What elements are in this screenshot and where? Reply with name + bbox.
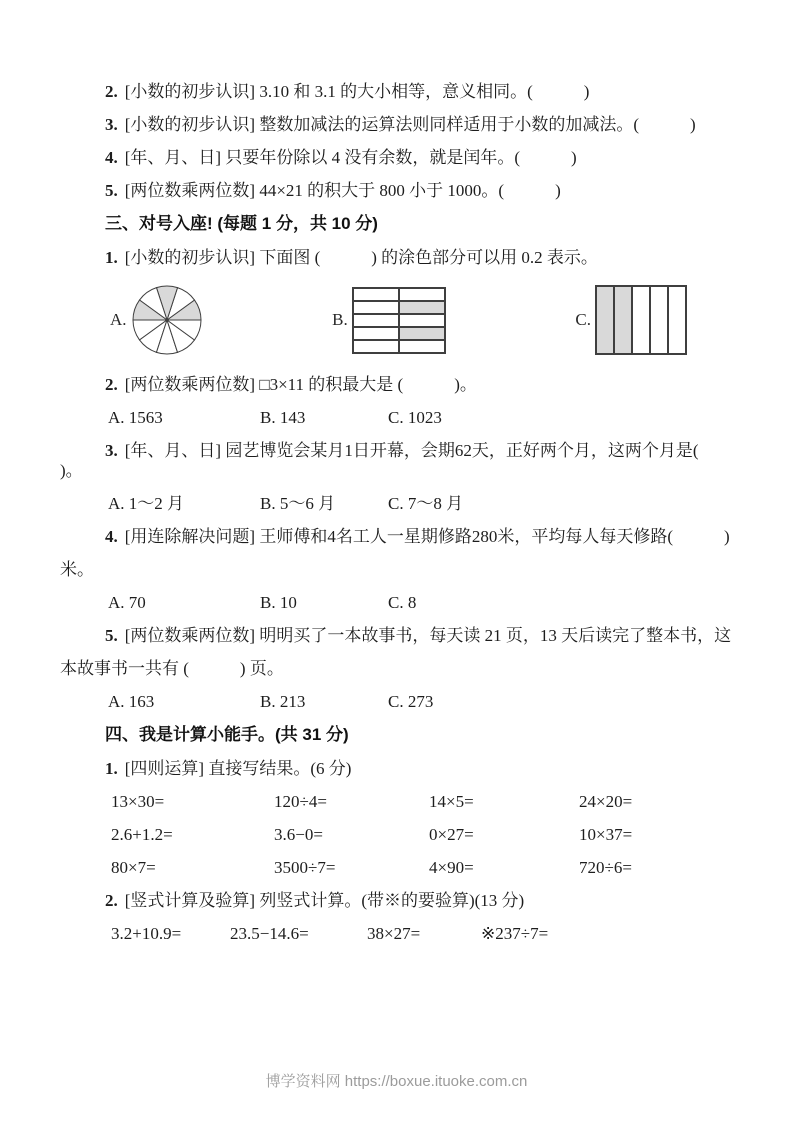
option-c: C. 7～8 月 bbox=[388, 494, 464, 513]
grid-cell bbox=[399, 314, 445, 327]
judge-item-text: [两位数乘两位数] 44×21 的积大于 800 小于 1000。( ) bbox=[124, 181, 561, 200]
expression: 14×5= bbox=[429, 792, 474, 811]
expression: 2.6+1.2= bbox=[111, 825, 173, 844]
question-text: [年、月、日] 园艺博览会某月1日开幕，会期62天，正好两个月，这两个月是( )。 bbox=[60, 441, 741, 480]
item-number: 2. bbox=[105, 891, 118, 910]
option-a: A. 163 bbox=[108, 692, 155, 711]
grid-cell bbox=[399, 288, 445, 301]
judge-item-text: [小数的初步认识] 整数加减法的运算法则同样适用于小数的加减法。( ) bbox=[124, 115, 696, 134]
question-5-wrap bbox=[60, 659, 735, 679]
question-text: [小数的初步认识] 下面图 ( ) 的涂色部分可以用 0.2 表示。 bbox=[124, 248, 598, 267]
question-1 bbox=[60, 248, 735, 268]
item-number: 3. bbox=[105, 115, 118, 134]
item-number: 1. bbox=[105, 248, 118, 267]
grid-cell bbox=[353, 327, 399, 340]
expression: 23.5−14.6= bbox=[230, 924, 309, 943]
question-text: [用连除解决问题] 王师傅和4名工人一星期修路280米，平均每人每天修路( ) bbox=[124, 527, 730, 546]
expression: 3.6−0= bbox=[274, 825, 323, 844]
sub-question-text: [四则运算] 直接写结果。(6 分) bbox=[124, 759, 352, 778]
figure-c-strips bbox=[595, 285, 687, 355]
expression: 38×27= bbox=[367, 924, 421, 943]
option-a: A. 70 bbox=[108, 593, 146, 612]
option-c: C. 8 bbox=[388, 593, 417, 612]
fraction-figures-row bbox=[60, 281, 735, 359]
figure-c-label: C. bbox=[575, 310, 591, 329]
grid-cell-shaded bbox=[399, 301, 445, 314]
oral-calc-row bbox=[60, 858, 735, 878]
grid-cell bbox=[353, 301, 399, 314]
expression: 80×7= bbox=[111, 858, 156, 877]
question-text: 本故事书一共有 ( ) 页。 bbox=[60, 659, 284, 678]
judge-item bbox=[60, 181, 735, 201]
judge-item bbox=[60, 148, 735, 168]
option-b: B. 213 bbox=[260, 692, 306, 711]
expression: 0×27= bbox=[429, 825, 474, 844]
item-number: 5. bbox=[105, 626, 118, 645]
strip-shaded bbox=[614, 286, 632, 354]
question-5 bbox=[60, 626, 735, 646]
figure-c bbox=[575, 285, 687, 355]
item-number: 1. bbox=[105, 759, 118, 778]
option-b: B. 143 bbox=[260, 408, 306, 427]
question-4-options bbox=[60, 593, 735, 613]
grid-cell bbox=[399, 340, 445, 353]
strip bbox=[668, 286, 686, 354]
expression: 120÷4= bbox=[274, 792, 327, 811]
sub-question-2 bbox=[60, 891, 735, 911]
column-calc-row bbox=[60, 924, 735, 944]
question-2-options bbox=[60, 408, 735, 428]
strip bbox=[650, 286, 668, 354]
expression: 3500÷7= bbox=[274, 858, 336, 877]
item-number: 3. bbox=[105, 441, 118, 460]
figure-b bbox=[332, 287, 446, 354]
sub-question-1 bbox=[60, 759, 735, 779]
judge-item bbox=[60, 115, 735, 135]
question-2 bbox=[60, 375, 735, 395]
oral-calc-row bbox=[60, 792, 735, 812]
section3-heading: 三、对号入座! (每题 1 分，共 10 分) bbox=[105, 214, 378, 233]
question-3-options bbox=[60, 494, 735, 514]
expression: 4×90= bbox=[429, 858, 474, 877]
expression: ※237÷7= bbox=[481, 924, 549, 943]
figure-b-label: B. bbox=[332, 310, 348, 329]
expression: 13×30= bbox=[111, 792, 165, 811]
item-number: 2. bbox=[105, 375, 118, 394]
question-3 bbox=[60, 441, 741, 481]
question-5-options bbox=[60, 692, 735, 712]
sub-question-text: [竖式计算及验算] 列竖式计算。(带※的要验算)(13 分) bbox=[124, 891, 525, 910]
figure-a-label: A. bbox=[110, 310, 127, 329]
judge-item-text: [年、月、日] 只要年份除以 4 没有余数，就是闰年。( ) bbox=[124, 148, 577, 167]
expression: 720÷6= bbox=[579, 858, 632, 877]
item-number: 4. bbox=[105, 148, 118, 167]
judge-item-text: [小数的初步认识] 3.10 和 3.1 的大小相等，意义相同。( ) bbox=[124, 82, 590, 101]
question-text: 米。 bbox=[60, 560, 94, 579]
pie-center-dot bbox=[165, 318, 169, 322]
figure-a bbox=[110, 284, 203, 356]
footer-watermark: 博学资料网 https://boxue.ituoke.com.cn bbox=[265, 1073, 528, 1090]
grid-cell bbox=[353, 340, 399, 353]
grid-cell-shaded bbox=[399, 327, 445, 340]
option-a: A. 1～2 月 bbox=[108, 494, 185, 513]
option-b: B. 10 bbox=[260, 593, 297, 612]
option-c: C. 1023 bbox=[388, 408, 442, 427]
question-text: [两位数乘两位数] 明明买了一本故事书，每天读 21 页，13 天后读完了整本书，这 bbox=[124, 626, 732, 645]
question-4 bbox=[60, 527, 735, 547]
option-b: B. 5～6 月 bbox=[260, 494, 336, 513]
expression: 3.2+10.9= bbox=[111, 924, 182, 943]
section4-heading: 四、我是计算小能手。(共 31 分) bbox=[105, 725, 349, 744]
item-number: 2. bbox=[105, 82, 118, 101]
item-number: 5. bbox=[105, 181, 118, 200]
strip-shaded bbox=[596, 286, 614, 354]
oral-calc-row bbox=[60, 825, 735, 845]
grid-cell bbox=[353, 314, 399, 327]
figure-b-grid bbox=[352, 287, 446, 354]
strip bbox=[632, 286, 650, 354]
expression: 10×37= bbox=[579, 825, 633, 844]
question-4-wrap bbox=[60, 560, 735, 580]
item-number: 4. bbox=[105, 527, 118, 546]
question-text: [两位数乘两位数] □3×11 的积最大是 ( )。 bbox=[124, 375, 477, 394]
expression: 24×20= bbox=[579, 792, 633, 811]
option-a: A. 1563 bbox=[108, 408, 163, 427]
figure-a-pie bbox=[131, 284, 203, 356]
grid-cell bbox=[353, 288, 399, 301]
option-c: C. 273 bbox=[388, 692, 434, 711]
judge-item bbox=[60, 82, 735, 102]
